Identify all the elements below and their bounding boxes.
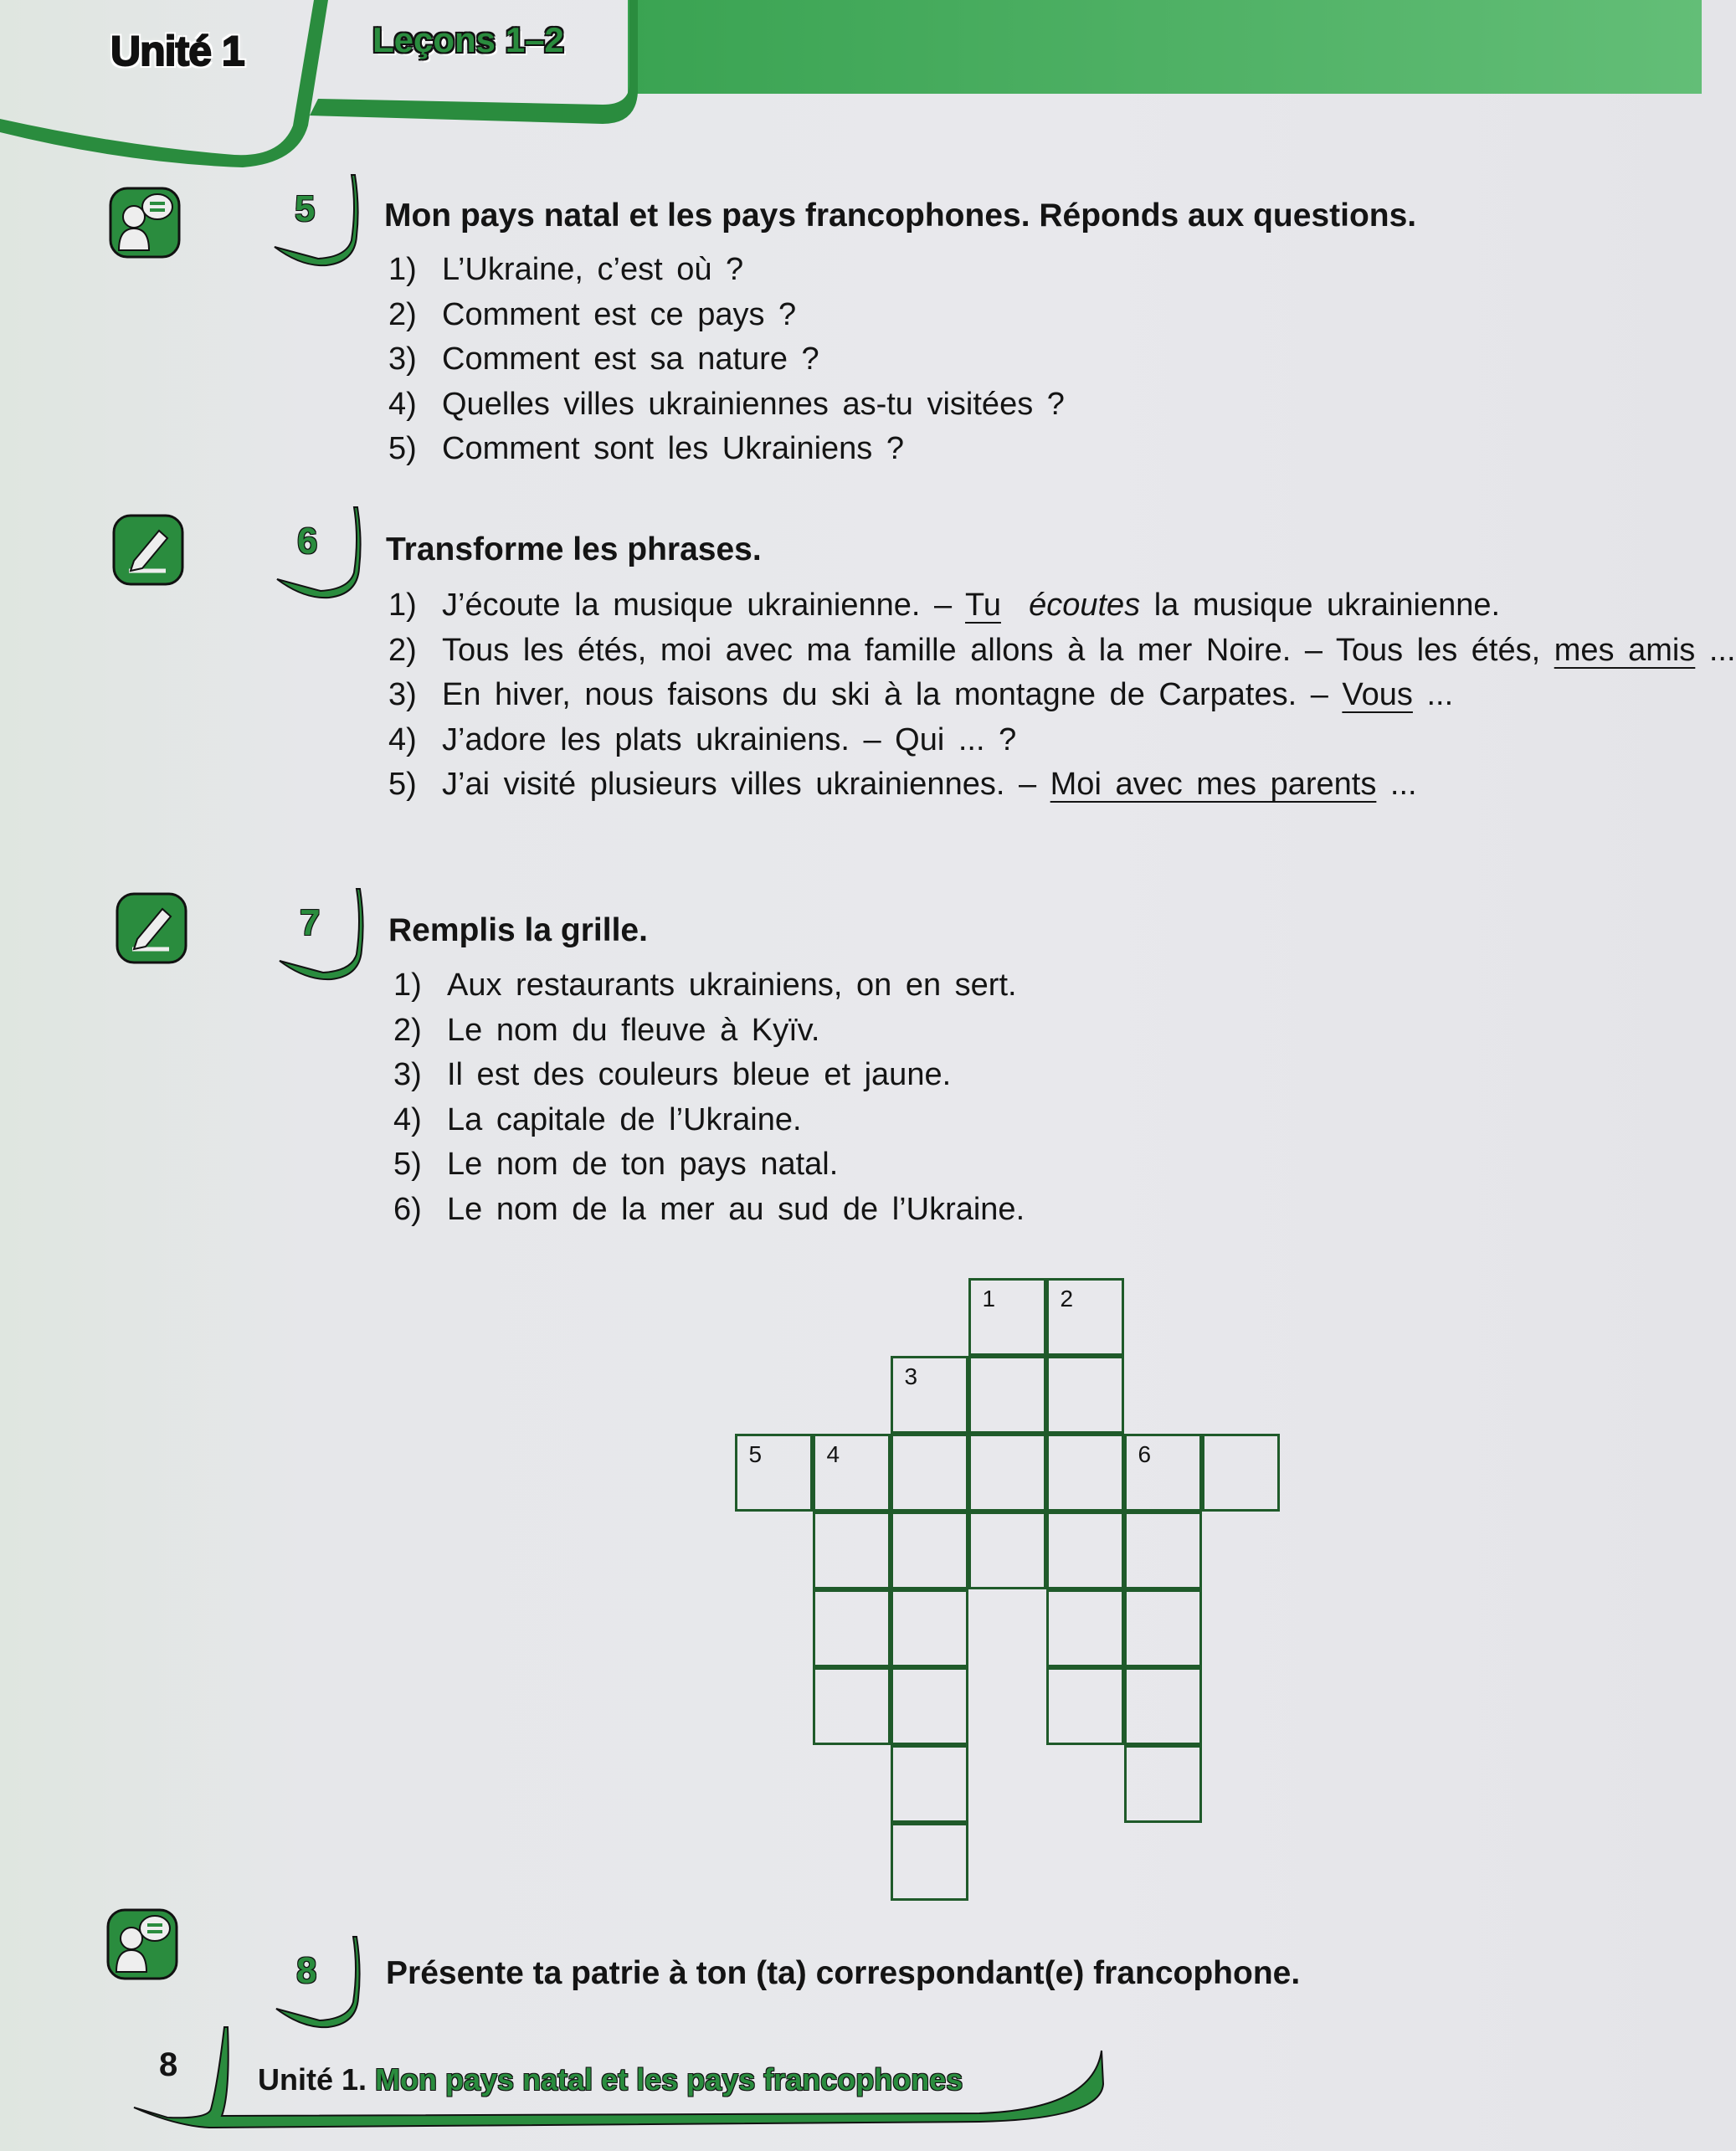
crossword-cell[interactable] xyxy=(813,1589,891,1667)
crossword-cell[interactable] xyxy=(1046,1278,1124,1356)
item-text: ... xyxy=(1695,632,1736,668)
item-number: 4) xyxy=(388,386,417,422)
exercise-item xyxy=(388,293,1642,338)
item-number: 2) xyxy=(388,296,417,332)
item-number: 1) xyxy=(393,968,422,1003)
crossword-cell[interactable] xyxy=(1124,1745,1202,1823)
item-text: ... xyxy=(1376,767,1417,802)
item-number: 3) xyxy=(388,341,417,377)
item-text: Comment est sa nature ? xyxy=(442,341,819,377)
item-text: J’écoute la musique ukrainienne. – xyxy=(442,588,966,623)
exercise-item xyxy=(388,762,1642,808)
exercise-title: Mon pays natal et les pays francophones. Réponds aux questions. xyxy=(384,198,1417,234)
crossword-cell[interactable] xyxy=(891,1356,968,1434)
exercise-item xyxy=(393,1053,1642,1098)
item-text: L’Ukraine, c’est où ? xyxy=(442,252,744,287)
exercise-title: Transforme les phrases. xyxy=(386,531,762,567)
exercise-number: 5 xyxy=(295,188,316,229)
item-text: ... xyxy=(1412,677,1454,712)
clue-number: 2 xyxy=(1060,1285,1074,1312)
exercise-item xyxy=(393,1188,1642,1233)
item-number: 2) xyxy=(388,632,417,668)
exercise-number: 7 xyxy=(300,902,321,943)
item-text: Aux restaurants ukrainiens, on en sert. xyxy=(447,968,1017,1003)
exercise-title: Présente ta patrie à ton (ta) correspondant(e) francophone. xyxy=(386,1955,1301,1991)
item-text: Moi avec mes parents xyxy=(1050,767,1377,802)
crossword-cell[interactable] xyxy=(891,1745,968,1823)
crossword-cell[interactable] xyxy=(891,1667,968,1745)
exercise-item xyxy=(393,1098,1642,1143)
exercise-item xyxy=(393,963,1642,1009)
item-text: Le nom du fleuve à Kyïv. xyxy=(447,1012,820,1048)
item-text: Tous les étés, moi avec ma famille allons à la mer Noire. – Tous les étés, xyxy=(442,632,1554,668)
crossword-cell[interactable] xyxy=(1046,1589,1124,1667)
crossword-cell[interactable] xyxy=(891,1512,968,1589)
item-number: 5) xyxy=(388,431,417,466)
item-text: Il est des couleurs bleue et jaune. xyxy=(447,1057,952,1092)
exercise-item xyxy=(393,1142,1642,1188)
crossword-cell[interactable] xyxy=(891,1823,968,1901)
item-text: Le nom de ton pays natal. xyxy=(447,1147,839,1182)
exercise-item xyxy=(393,1009,1642,1054)
item-number: 1) xyxy=(388,252,417,287)
exercise-item xyxy=(388,248,1642,293)
clue-number: 6 xyxy=(1138,1440,1152,1467)
exercise-items xyxy=(388,583,1736,808)
crossword-cell[interactable] xyxy=(1046,1356,1124,1434)
crossword-cell[interactable] xyxy=(1202,1434,1280,1512)
item-number: 4) xyxy=(388,721,417,757)
crossword-cell[interactable] xyxy=(968,1434,1046,1512)
item-number: 3) xyxy=(388,677,417,712)
pencil-icon xyxy=(114,891,189,966)
exercise-title: Remplis la grille. xyxy=(388,912,648,948)
pencil-icon xyxy=(110,512,186,588)
crossword-cell[interactable] xyxy=(1124,1667,1202,1745)
crossword-cell[interactable] xyxy=(813,1667,891,1745)
speaking-icon xyxy=(107,185,182,260)
item-text: mes amis xyxy=(1554,632,1696,668)
exercise-number: 8 xyxy=(296,1950,317,1991)
exercise-number-bracket xyxy=(268,173,368,265)
item-text: J’ai visité plusieurs villes ukrainiennes. – xyxy=(442,767,1050,802)
item-text: Comment sont les Ukrainiens ? xyxy=(442,431,904,466)
exercise-item xyxy=(388,427,1642,472)
item-text: Quelles villes ukrainiennes as-tu visitées ? xyxy=(442,386,1065,422)
crossword-cell[interactable] xyxy=(1124,1589,1202,1667)
header-band xyxy=(628,0,1702,94)
footer-unit-title xyxy=(258,2062,963,2097)
crossword-cell[interactable] xyxy=(1046,1434,1124,1512)
item-number: 5) xyxy=(388,767,417,802)
crossword-cell[interactable] xyxy=(891,1589,968,1667)
page-number: 8 xyxy=(159,2046,178,2083)
footer-unit-label: Unité 1. xyxy=(258,2062,367,2097)
exercise-number-bracket xyxy=(270,506,371,598)
item-number: 4) xyxy=(393,1101,422,1137)
item-number: 3) xyxy=(393,1057,422,1092)
crossword-cell[interactable] xyxy=(968,1512,1046,1589)
speaking-icon xyxy=(105,1907,180,1982)
crossword-cell[interactable] xyxy=(735,1434,813,1512)
exercise-number-bracket xyxy=(270,1935,370,2027)
footer-unit-name: Mon pays natal et les pays francophones xyxy=(375,2062,963,2097)
item-text: Vous xyxy=(1342,677,1413,712)
exercise-item xyxy=(388,583,1642,629)
exercise-number-bracket xyxy=(273,887,373,979)
item-text: Le nom de la mer au sud de l’Ukraine. xyxy=(447,1191,1025,1227)
crossword-cell[interactable] xyxy=(891,1434,968,1512)
clue-number: 4 xyxy=(826,1440,840,1467)
item-text xyxy=(1001,588,1029,623)
unit-tab[interactable]: Unité 1 xyxy=(110,28,244,74)
crossword-cell[interactable] xyxy=(1046,1512,1124,1589)
lessons-tab[interactable]: Leçons 1–2 xyxy=(372,20,564,59)
exercise-item xyxy=(388,629,1736,674)
crossword-cell[interactable] xyxy=(813,1434,891,1512)
item-number: 2) xyxy=(393,1012,422,1048)
item-text: écoutes xyxy=(1029,588,1141,623)
exercise-number: 6 xyxy=(297,521,318,562)
item-text: Tu xyxy=(965,588,1001,623)
clue-number: 5 xyxy=(748,1440,763,1467)
item-text: Comment est ce pays ? xyxy=(442,296,797,332)
exercise-item xyxy=(388,673,1642,718)
exercise-item xyxy=(388,718,1642,763)
crossword-cell[interactable] xyxy=(1124,1434,1202,1512)
item-number: 1) xyxy=(388,588,417,623)
exercise-items xyxy=(388,248,1642,472)
item-number: 6) xyxy=(393,1191,422,1227)
item-number: 5) xyxy=(393,1147,422,1182)
crossword-cell[interactable] xyxy=(813,1512,891,1589)
clue-number: 1 xyxy=(982,1285,996,1312)
exercise-item xyxy=(388,382,1642,428)
item-text: En hiver, nous faisons du ski à la montagne de Carpates. – xyxy=(442,677,1343,712)
crossword-cell[interactable] xyxy=(968,1356,1046,1434)
crossword-cell[interactable] xyxy=(1124,1512,1202,1589)
item-text: J’adore les plats ukrainiens. – Qui ... ? xyxy=(442,721,1017,757)
crossword-grid[interactable] xyxy=(736,1279,1288,1907)
item-text: la musique ukrainienne. xyxy=(1140,588,1501,623)
crossword-cell[interactable] xyxy=(968,1278,1046,1356)
item-text: La capitale de l’Ukraine. xyxy=(447,1101,802,1137)
clue-number: 3 xyxy=(904,1363,918,1389)
header-tabs-shape xyxy=(0,0,670,167)
exercise-items xyxy=(393,963,1642,1232)
crossword-cell[interactable] xyxy=(1046,1667,1124,1745)
exercise-item xyxy=(388,337,1642,382)
